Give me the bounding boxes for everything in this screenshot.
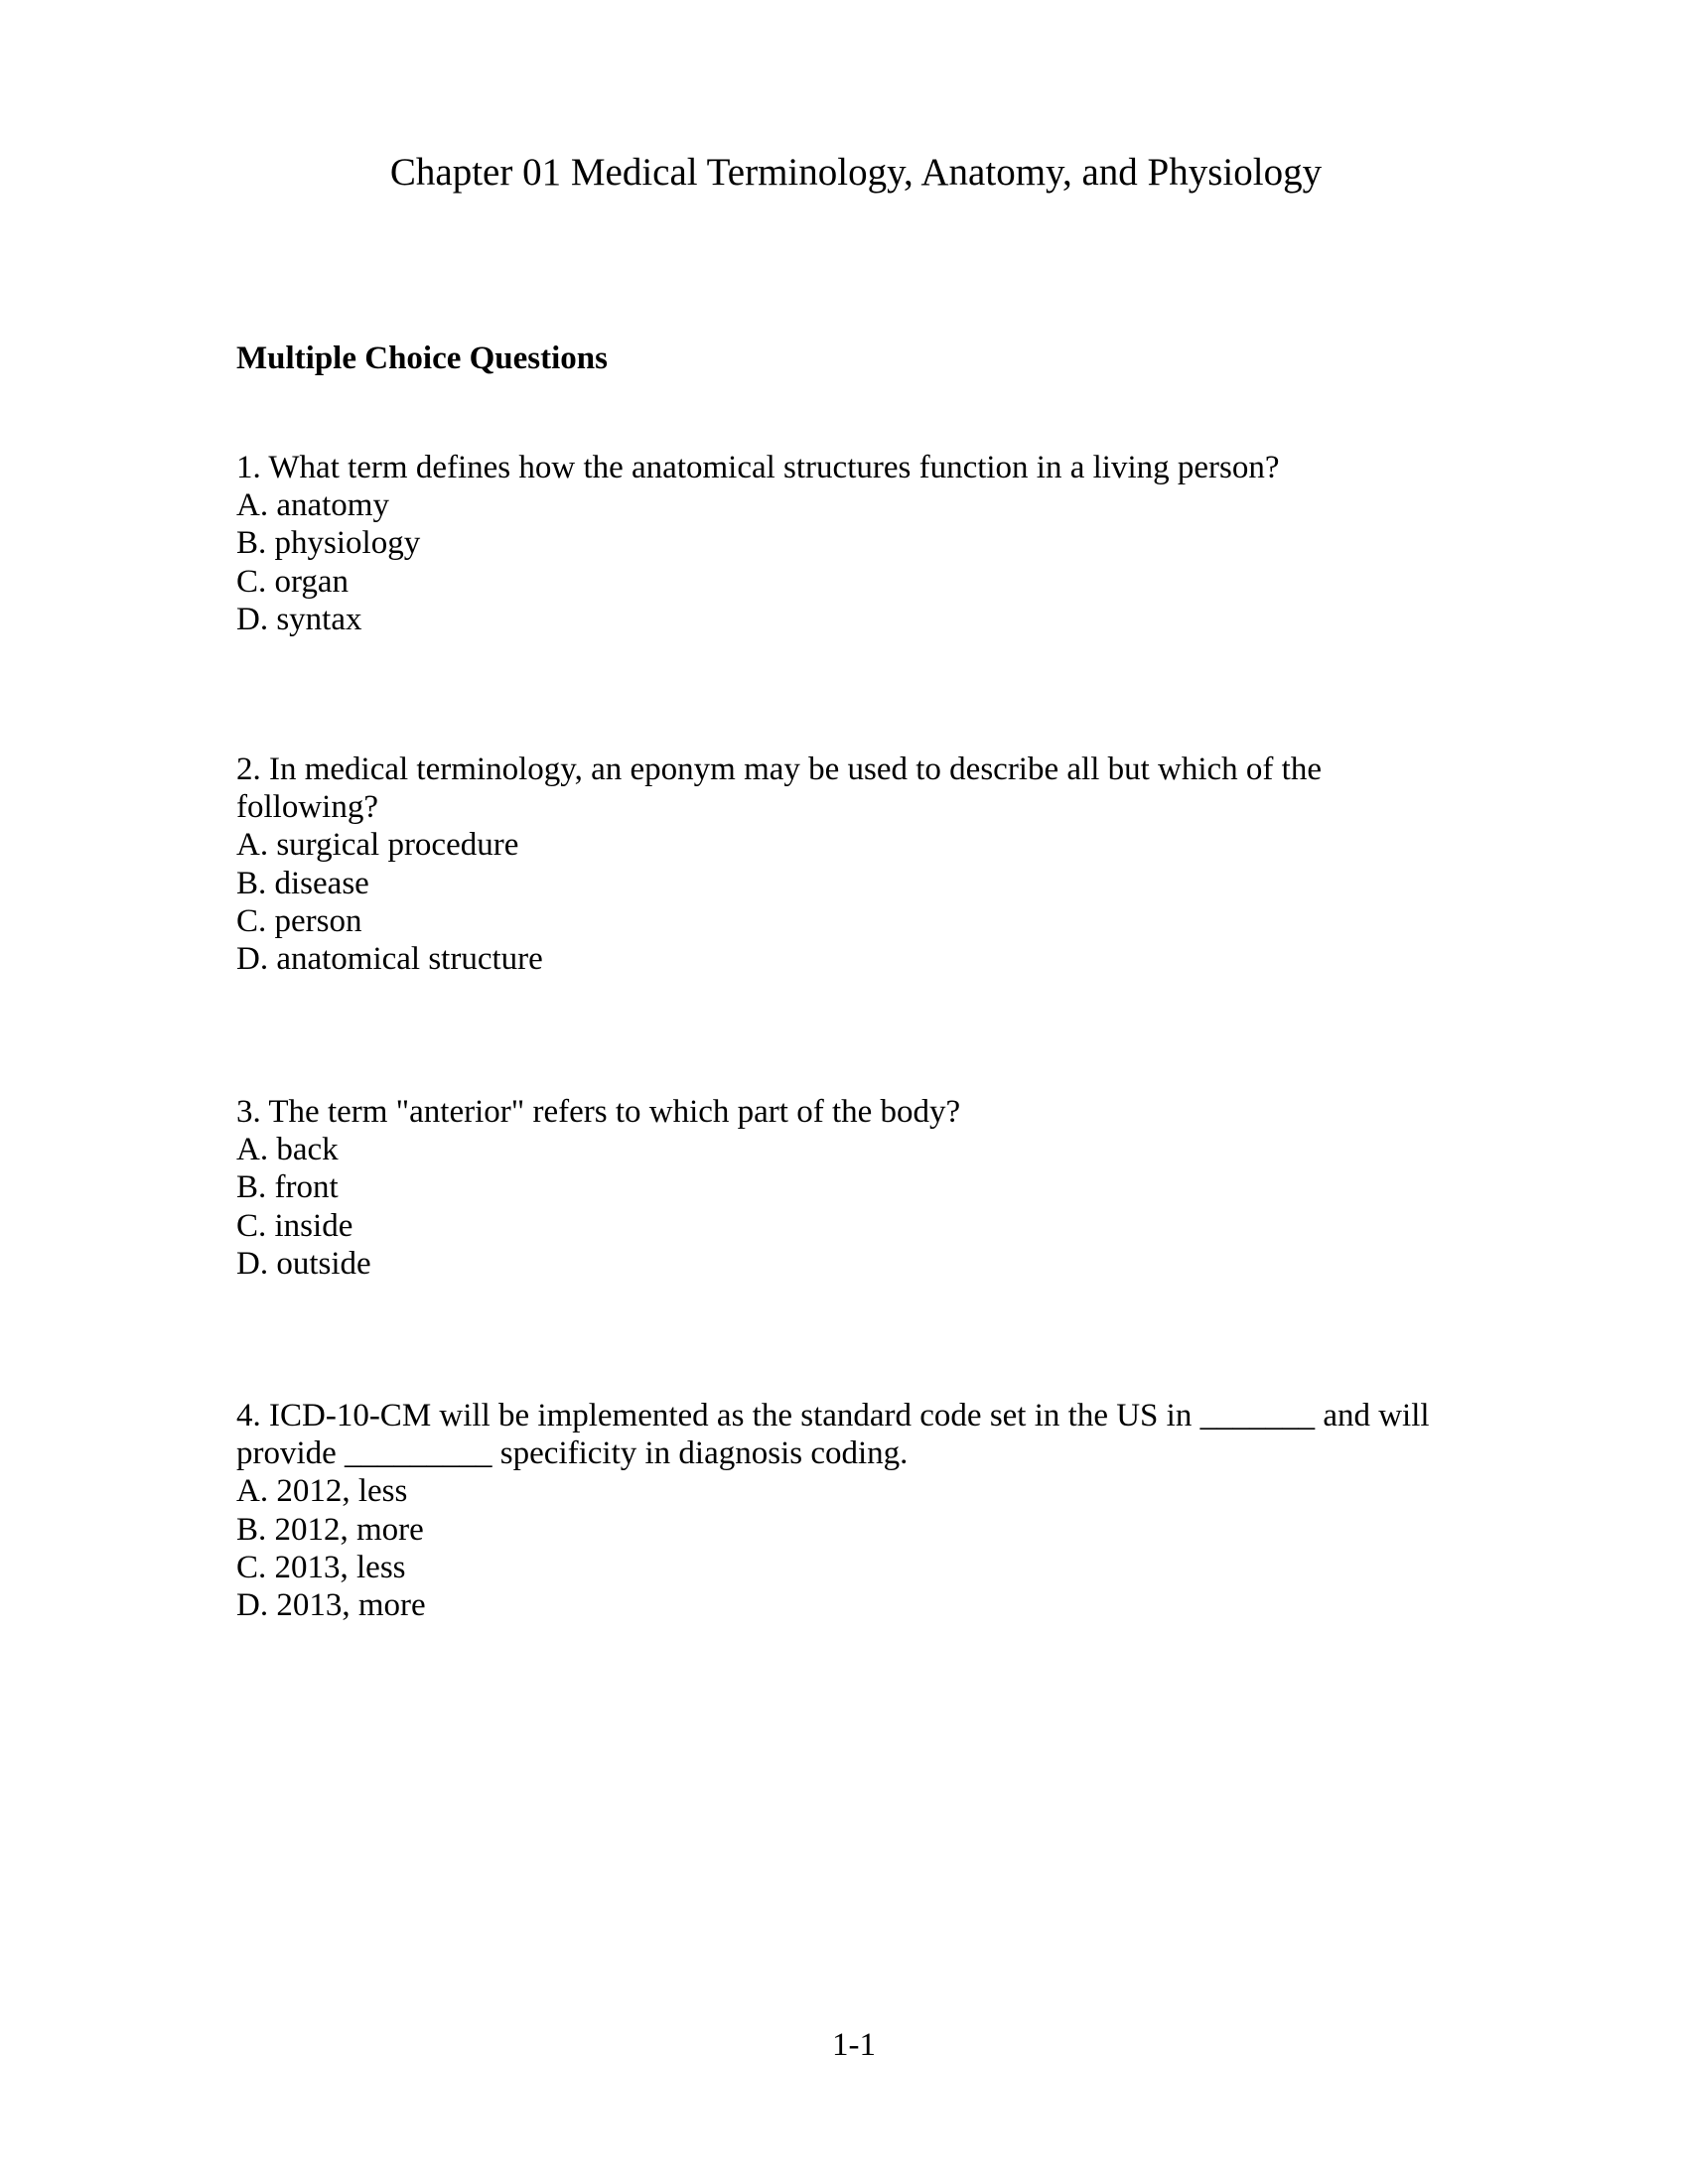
question-1	[236, 449, 1477, 638]
option-a: A. 2012, less	[236, 1473, 408, 1510]
chapter-title: Chapter 01 Medical Terminology, Anatomy, and Physiology	[389, 151, 1323, 194]
option-a: A. back	[236, 1132, 339, 1168]
option-c: C. organ	[236, 563, 350, 600]
option-b: B. front	[236, 1169, 339, 1206]
page-number: 1-1	[832, 2027, 876, 2063]
option-d: D. anatomical structure	[236, 941, 543, 978]
option-c: C. person	[236, 902, 362, 939]
option-a: A. anatomy	[236, 487, 389, 524]
question-3	[236, 1093, 1477, 1283]
option-a: A. surgical procedure	[236, 827, 519, 864]
option-c: C. inside	[236, 1207, 353, 1244]
option-b: B. 2012, more	[236, 1511, 424, 1548]
question-4	[236, 1397, 1477, 1624]
question-text-continued: following?	[236, 789, 378, 826]
question-2	[236, 751, 1477, 978]
option-d: D. 2013, more	[236, 1587, 426, 1624]
section-heading: Multiple Choice Questions	[236, 341, 609, 376]
option-d: D. outside	[236, 1245, 371, 1282]
option-d: D. syntax	[236, 601, 362, 637]
question-text: 4. ICD-10-CM will be implemented as the standard code set in the US in _______ and will	[236, 1398, 1430, 1433]
question-text: 2. In medical terminology, an eponym may be used to describe all but which of the	[236, 751, 1322, 787]
option-c: C. 2013, less	[236, 1549, 406, 1585]
question-text-continued: provide _________ specificity in diagnosis coding.	[236, 1435, 909, 1472]
option-b: B. physiology	[236, 525, 421, 562]
option-b: B. disease	[236, 865, 369, 901]
question-text: 3. The term "anterior" refers to which part of the body?	[236, 1094, 961, 1130]
question-text: 1. What term defines how the anatomical structures function in a living person?	[236, 450, 1280, 485]
